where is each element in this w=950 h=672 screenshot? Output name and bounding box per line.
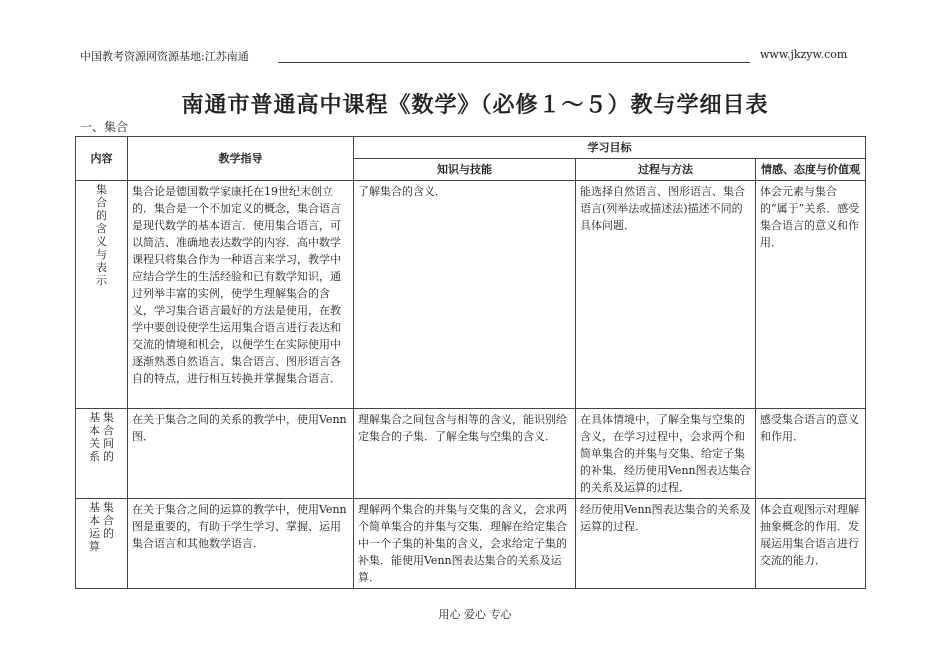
row-content-label-secondary: 基本关系 xyxy=(89,411,100,463)
row-knowledge: 理解两个集合的并集与交集的含义，会求两个简单集合的并集与交集．理解在给定集合中一个子集的补集的含义，会求给定子集的补集．能使用Venn图表达集合的关系及运算． xyxy=(354,499,576,589)
header-source: 中国教考资源网资源基地:江苏南通 xyxy=(80,50,249,63)
row-process: 在具体情境中，了解全集与空集的含义，在学习过程中，会求两个和简单集合的并集与交集、给定子集的补集．经历使用Venn图表达集合的关系及运算的过程． xyxy=(576,409,756,499)
header-content: 内容 xyxy=(76,137,128,181)
header-goals: 学习目标 xyxy=(354,137,866,159)
page-footer: 用心 爱心 专心 xyxy=(438,608,512,621)
row-guidance: 集合论是德国数学家康托在19世纪末创立的．集合是一个不加定义的概念，集合语言是现代数学的基本语言．使用集合语言，可以简洁、准确地表达数学的内容．高中数学课程只将集合作为一种语言来学习，教学中应结合学生的生活经验和已有数学知识，通过列举丰富的实例，使学生理解集合的含义，学习集合语言最好的方法是使用，在教学中要创设使学生运用集合语言进行表达和交流的情境和机会，以便学生在实际使用中逐渐熟悉自然语言、集合语言、图形语言各自的特点，进行相互转换并掌握集合语言． xyxy=(128,181,354,409)
header-emotion: 情感、态度与价值观 xyxy=(756,159,866,181)
row-content xyxy=(76,409,128,499)
header-guidance: 教学指导 xyxy=(128,137,354,181)
row-content-label: 集合的 xyxy=(103,501,114,540)
header-rule xyxy=(278,62,750,63)
table-row xyxy=(76,181,866,409)
row-content-label-secondary: 基本运算 xyxy=(89,501,100,553)
row-knowledge: 理解集合之间包含与相等的含义，能识别给定集合的子集．了解全集与空集的含义． xyxy=(354,409,576,499)
header-knowledge: 知识与技能 xyxy=(354,159,576,181)
row-process: 能选择自然语言、图形语言、集合语言(列举法或描述法)描述不同的具体问题． xyxy=(576,181,756,409)
row-guidance: 在关于集合之间的运算的教学中，使用Venn图是重要的，有助于学生学习、掌握、运用集合语言和其他数学语言． xyxy=(128,499,354,589)
row-emotion: 体会元素与集合的“属于”关系．感受集合语言的意义和作用． xyxy=(756,181,866,409)
row-guidance: 在关于集合之间的关系的教学中，使用Venn图． xyxy=(128,409,354,499)
header-process: 过程与方法 xyxy=(576,159,756,181)
row-content xyxy=(76,499,128,589)
row-process: 经历使用Venn图表达集合的关系及运算的过程． xyxy=(576,499,756,589)
row-content xyxy=(76,181,128,409)
section-heading: 一、集合 xyxy=(80,120,129,134)
table-row xyxy=(76,499,866,589)
row-content-label: 集合间的 xyxy=(103,411,114,463)
header-url[interactable]: www.jkzyw.com xyxy=(760,48,848,61)
row-emotion: 体会直观图示对理解抽象概念的作用．发展运用集合语言进行交流的能力． xyxy=(756,499,866,589)
row-knowledge: 了解集合的含义． xyxy=(354,181,576,409)
row-content-label: 集合的含义与表示 xyxy=(96,183,107,287)
table-row xyxy=(76,409,866,499)
curriculum-table xyxy=(75,136,866,589)
row-emotion: 感受集合语言的意义和作用． xyxy=(756,409,866,499)
document-title: 南通市普通高中课程《数学》（必修１～５）教与学细目表 xyxy=(181,92,769,118)
